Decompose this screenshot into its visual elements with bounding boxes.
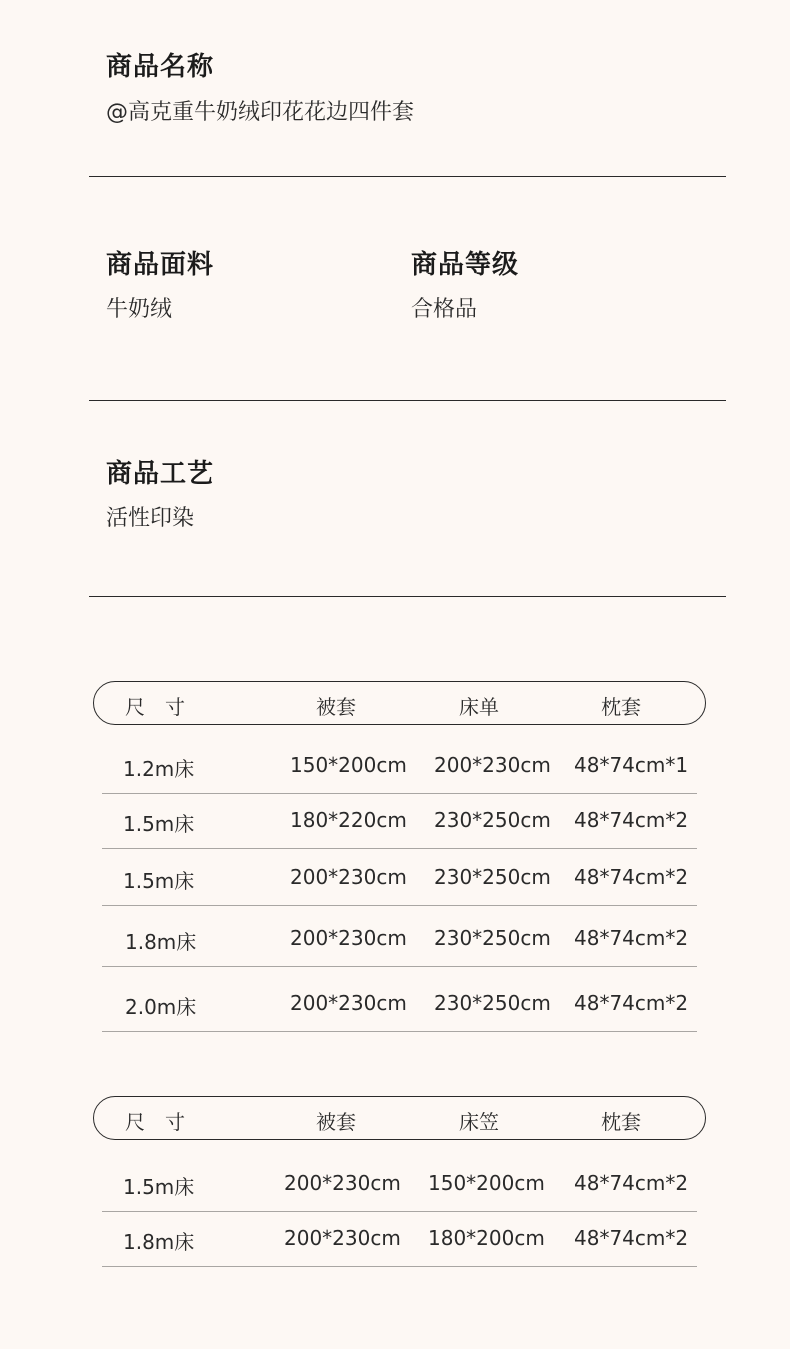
cell-duvet: 180*220cm bbox=[290, 808, 407, 832]
cell-pillow: 48*74cm*2 bbox=[574, 1171, 689, 1195]
product-name-label: 商品名称 bbox=[106, 52, 215, 82]
cell-pillow: 48*74cm*2 bbox=[574, 1226, 689, 1250]
header-bed-sheet: 床单 bbox=[459, 695, 499, 719]
cell-pillow: 48*74cm*2 bbox=[574, 808, 689, 832]
cell-sheet: 230*250cm bbox=[434, 991, 551, 1015]
cell-sheet: 230*250cm bbox=[434, 865, 551, 889]
grade-label: 商品等级 bbox=[411, 250, 520, 280]
cell-size: 1.5m床 bbox=[123, 869, 195, 893]
fabric-label: 商品面料 bbox=[106, 250, 215, 280]
table-header bbox=[93, 681, 706, 725]
cell-size: 1.5m床 bbox=[123, 812, 195, 836]
row-divider bbox=[102, 905, 697, 906]
cell-duvet: 150*200cm bbox=[290, 753, 407, 777]
fabric-value: 牛奶绒 bbox=[106, 297, 173, 322]
cell-sheet: 230*250cm bbox=[434, 808, 551, 832]
header-fitted-sheet: 床笠 bbox=[459, 1110, 499, 1134]
product-name-value: @高克重牛奶绒印花花边四件套 bbox=[106, 100, 415, 125]
cell-pillow: 48*74cm*1 bbox=[574, 753, 689, 777]
row-divider bbox=[102, 1211, 697, 1212]
cell-size: 2.0m床 bbox=[125, 995, 197, 1019]
cell-duvet: 200*230cm bbox=[290, 991, 407, 1015]
header-size: 尺 寸 bbox=[125, 1110, 185, 1134]
cell-duvet: 200*230cm bbox=[284, 1171, 401, 1195]
cell-size: 1.5m床 bbox=[123, 1175, 195, 1199]
divider bbox=[89, 596, 726, 597]
cell-fitted: 150*200cm bbox=[428, 1171, 545, 1195]
cell-size: 1.2m床 bbox=[123, 757, 195, 781]
divider bbox=[89, 400, 726, 401]
header-pillowcase: 枕套 bbox=[601, 1110, 641, 1134]
header-duvet-cover: 被套 bbox=[316, 1110, 356, 1134]
grade-value: 合格品 bbox=[411, 297, 478, 322]
table-header bbox=[93, 1096, 706, 1140]
cell-pillow: 48*74cm*2 bbox=[574, 865, 689, 889]
row-divider bbox=[102, 1266, 697, 1267]
cell-duvet: 200*230cm bbox=[290, 865, 407, 889]
craft-label: 商品工艺 bbox=[106, 459, 215, 489]
cell-sheet: 230*250cm bbox=[434, 926, 551, 950]
craft-value: 活性印染 bbox=[106, 506, 195, 531]
header-pillowcase: 枕套 bbox=[601, 695, 641, 719]
cell-duvet: 200*230cm bbox=[290, 926, 407, 950]
cell-fitted: 180*200cm bbox=[428, 1226, 545, 1250]
divider bbox=[89, 176, 726, 177]
row-divider bbox=[102, 848, 697, 849]
row-divider bbox=[102, 966, 697, 967]
cell-sheet: 200*230cm bbox=[434, 753, 551, 777]
row-divider bbox=[102, 1031, 697, 1032]
cell-pillow: 48*74cm*2 bbox=[574, 991, 689, 1015]
cell-duvet: 200*230cm bbox=[284, 1226, 401, 1250]
row-divider bbox=[102, 793, 697, 794]
cell-size: 1.8m床 bbox=[123, 1230, 195, 1254]
header-duvet-cover: 被套 bbox=[316, 695, 356, 719]
cell-pillow: 48*74cm*2 bbox=[574, 926, 689, 950]
header-size: 尺 寸 bbox=[125, 695, 185, 719]
cell-size: 1.8m床 bbox=[125, 930, 197, 954]
